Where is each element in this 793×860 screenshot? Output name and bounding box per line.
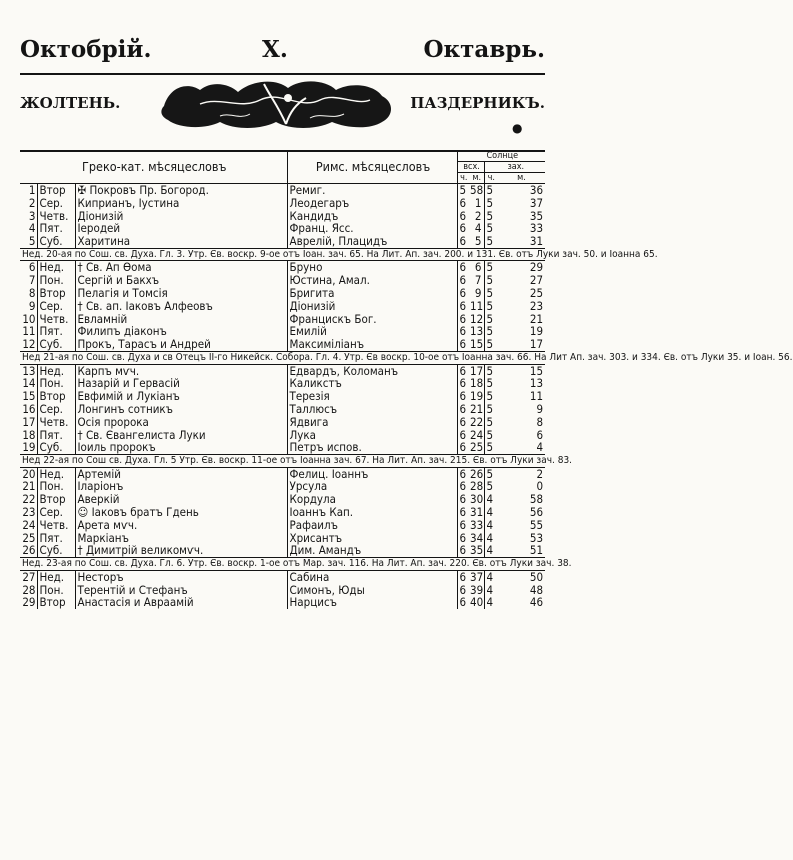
sunset-hour: 5 xyxy=(486,389,494,404)
sunrise-hour: 6 xyxy=(459,505,467,520)
sunrise-hour: 6 xyxy=(459,530,467,545)
sunrise-hour: 6 xyxy=(459,440,467,455)
roman-saint: Ремиг. xyxy=(287,184,457,197)
roman-saint: Лука xyxy=(287,429,457,442)
day-number: 25 xyxy=(22,530,36,545)
sunrise-minute: 30 xyxy=(470,492,484,507)
greek-saint: Терентій и Стефанъ xyxy=(75,584,287,597)
day-number: 8 xyxy=(28,286,36,301)
roman-saint: Фелиц. Іоаннъ xyxy=(287,467,457,480)
roman-saint: Аврелій, Плацидъ xyxy=(287,235,457,248)
month-name-left: ЖОЛТЕНЬ. xyxy=(20,94,121,112)
sunrise-hour: 6 xyxy=(459,311,467,326)
day-row xyxy=(20,506,545,519)
weekday: Сер. xyxy=(37,300,75,313)
header-sun: Солнце xyxy=(457,151,545,162)
greek-saint: Назарій и Гервасій xyxy=(75,377,287,390)
sunrise-minute: 13 xyxy=(470,324,484,339)
day-row xyxy=(20,467,545,480)
roman-saint: Іоаннъ Кап. xyxy=(287,506,457,519)
roman-saint: Урсула xyxy=(287,480,457,493)
day-number: 12 xyxy=(22,337,36,352)
weekday: Суб. xyxy=(37,235,75,248)
sunrise-hour: 5 xyxy=(457,184,468,197)
header-hours: ч. xyxy=(487,173,495,183)
roman-saint: Петръ испов. xyxy=(287,441,457,454)
day-number: 7 xyxy=(28,273,36,288)
weekday: Суб. xyxy=(37,544,75,557)
sunset-hour: 4 xyxy=(486,492,494,507)
sunset-minute: 35 xyxy=(529,208,544,223)
sunrise-hour: 6 xyxy=(459,234,467,249)
sunset-hour: 5 xyxy=(486,195,494,210)
sunset-hour: 5 xyxy=(486,208,494,223)
sunset-hour: 5 xyxy=(486,440,494,455)
roman-saint: Едвардъ, Коломанъ xyxy=(287,364,457,377)
weekday: Втор xyxy=(37,287,75,300)
greek-saint: † Св. Ап Ѳома xyxy=(75,261,287,274)
weekday: Пят. xyxy=(37,325,75,338)
weekday: Пон. xyxy=(37,274,75,287)
sunrise-minute: 21 xyxy=(470,401,484,416)
sunset-hour: 5 xyxy=(484,261,496,274)
sunset-hour: 5 xyxy=(486,221,494,236)
greek-saint: Артемій xyxy=(75,467,287,480)
sunrise-hour: 6 xyxy=(459,517,467,532)
day-row xyxy=(20,235,545,248)
sunrise-hour: 6 xyxy=(459,427,467,442)
sunset-minute: 58 xyxy=(529,492,544,507)
greek-saint: Лонгинъ сотникъ xyxy=(75,403,287,416)
sunrise-minute: 5 xyxy=(468,235,484,248)
sunday-reading-note xyxy=(20,558,545,571)
day-number: 16 xyxy=(22,401,36,416)
sunrise-hour: 6 xyxy=(459,337,467,352)
day-number: 29 xyxy=(22,595,36,610)
weekday: Нед. xyxy=(37,467,75,480)
sunset-hour: 4 xyxy=(486,543,494,558)
sunset-hour: 5 xyxy=(486,337,494,352)
sunset-minute: 31 xyxy=(529,234,544,249)
greek-saint: Іеродей xyxy=(75,222,287,235)
sunrise-minute: 12 xyxy=(470,311,484,326)
sunset-hour: 5 xyxy=(486,298,494,313)
sunrise-minute: 39 xyxy=(470,582,484,597)
sunset-minute: 27 xyxy=(529,273,544,288)
sunrise-minute: 9 xyxy=(468,287,484,300)
sunset-hour: 5 xyxy=(484,364,496,377)
sunrise-hour: 6 xyxy=(459,376,467,391)
sunrise-hour: 6 xyxy=(459,324,467,339)
day-row xyxy=(20,403,545,416)
day-number: 1 xyxy=(20,184,37,197)
day-row xyxy=(20,300,545,313)
sunrise-minute: 34 xyxy=(470,530,484,545)
roman-saint: Діонизій xyxy=(287,300,457,313)
greek-saint: Харитина xyxy=(75,235,287,248)
sunrise-minute: 19 xyxy=(470,389,484,404)
ornament-dot: ● xyxy=(512,121,523,135)
sunset-hour: 4 xyxy=(484,570,496,583)
sunrise-hour: 6 xyxy=(459,582,467,597)
day-row xyxy=(20,416,545,429)
sunrise-hour: 6 xyxy=(459,401,467,416)
sunset-hour: 5 xyxy=(486,479,494,494)
sunset-minute: 37 xyxy=(529,195,544,210)
sunrise-hour: 6 xyxy=(459,221,467,236)
sunset-minute: 17 xyxy=(529,337,544,352)
day-number: 15 xyxy=(22,389,36,404)
weekday: Втор xyxy=(37,596,75,609)
sunrise-hour: 6 xyxy=(459,595,467,610)
sunday-reading-text: Нед. 23-ая по Сош. св. Духа. Гл. 6. Утр. Єв. воскр. 1-ое отъ Мар. зач. 116. На Лит. Ап. зач. 220. Єв. отъ Луки зач. 38. xyxy=(22,558,572,570)
sunrise-minute: 24 xyxy=(470,427,484,442)
weekday: Сер. xyxy=(37,197,75,210)
sunset-minute: 15 xyxy=(496,364,545,377)
sunrise-minute: 33 xyxy=(470,517,484,532)
greek-saint: Евламній xyxy=(75,313,287,326)
greek-saint: † Димитрій великомѵч. xyxy=(75,544,287,557)
greek-saint: Діонизій xyxy=(75,210,287,223)
header-minutes: м. xyxy=(468,173,484,184)
sunrise-minute: 17 xyxy=(470,363,484,378)
roman-saint: Франц. Ясс. xyxy=(287,222,457,235)
sunset-minute: 2 xyxy=(496,467,545,480)
roman-saint: Таллюсъ xyxy=(287,403,457,416)
roman-saint: Юстина, Амал. xyxy=(287,274,457,287)
calendar-table xyxy=(20,151,793,610)
sunday-reading-note xyxy=(20,352,545,365)
day-number: 28 xyxy=(22,582,36,597)
day-number: 9 xyxy=(28,298,36,313)
greek-saint: † Св. Євангелиста Луки xyxy=(75,429,287,442)
sunday-reading-note xyxy=(20,455,545,468)
day-number: 11 xyxy=(22,324,36,339)
header-sunrise: всх. xyxy=(457,162,484,173)
greek-saint: ☺ Іаковъ братъ Гдень xyxy=(75,506,287,519)
sunrise-minute: 22 xyxy=(470,414,484,429)
sunset-minute: 19 xyxy=(529,324,544,339)
day-number: 22 xyxy=(22,492,36,507)
sunrise-minute: 11 xyxy=(470,298,484,313)
day-row xyxy=(20,364,545,377)
sunset-minute: 8 xyxy=(536,414,544,429)
weekday: Пон. xyxy=(37,584,75,597)
sunrise-hour: 6 xyxy=(459,298,467,313)
month-number: X. xyxy=(262,36,288,63)
sunrise-hour: 6 xyxy=(457,570,468,583)
day-row xyxy=(20,197,545,210)
weekday: Нед. xyxy=(37,261,75,274)
weekday: Четв. xyxy=(37,519,75,532)
sunrise-minute: 4 xyxy=(468,222,484,235)
greek-saint: Прокъ, Тарасъ и Андрей xyxy=(75,338,287,351)
sunday-reading-text: Нед 22-ая по Сош св. Духа. Гл. 5 Утр. Єв. воскр. 11-ое отъ Іоанна зач. 67. На Лит. Ап. зач. 215. Єв. отъ Луки зач. 83. xyxy=(22,455,573,467)
weekday: Втор xyxy=(37,390,75,403)
month-title-roman: Октаврь. xyxy=(423,36,545,63)
sunset-minute: 9 xyxy=(536,401,544,416)
day-row xyxy=(20,184,545,197)
roman-saint: Бригита xyxy=(287,287,457,300)
sunset-hour: 4 xyxy=(486,505,494,520)
sunrise-minute: 15 xyxy=(470,337,484,352)
roman-saint: Емилій xyxy=(287,325,457,338)
greek-saint: ✠ Покровъ Пр. Богород. xyxy=(75,184,287,197)
day-number: 26 xyxy=(22,543,36,558)
roman-saint: Кандидъ xyxy=(287,210,457,223)
sunset-minute: 4 xyxy=(536,440,544,455)
sunset-minute: 48 xyxy=(529,582,544,597)
sunset-minute: 23 xyxy=(529,298,544,313)
greek-saint: Іларіонъ xyxy=(75,480,287,493)
roman-saint: Кордула xyxy=(287,493,457,506)
day-number: 3 xyxy=(28,208,36,223)
sunset-minute: 0 xyxy=(536,479,544,494)
roman-saint: Максиміліанъ xyxy=(287,338,457,351)
sunrise-hour: 6 xyxy=(459,273,467,288)
greek-saint: Карпъ мѵч. xyxy=(75,364,287,377)
sunset-minute: 50 xyxy=(496,570,545,583)
sunrise-minute: 18 xyxy=(470,376,484,391)
day-row xyxy=(20,570,545,583)
sunset-minute: 55 xyxy=(529,517,544,532)
sunset-minute: 21 xyxy=(529,311,544,326)
roman-saint: Ядвига xyxy=(287,416,457,429)
sunset-hour: 5 xyxy=(486,427,494,442)
sunday-reading-text: Нед. 20-ая по Сош. св. Духа. Гл. 3. Утр. Єв. воскр. 9-ое отъ Іоан. зач. 65. На Лит. Ап. зач. 200. и 131. Єв. отъ Луки зач. 50. и Іоанна 65. xyxy=(22,248,658,260)
roman-saint: Бруно xyxy=(287,261,457,274)
sunset-hour: 5 xyxy=(486,401,494,416)
day-row xyxy=(20,544,545,557)
weekday: Пят. xyxy=(37,222,75,235)
header-greek-calendar: Греко-кат. мѣсяцесловъ xyxy=(20,151,287,184)
day-number: 24 xyxy=(22,517,36,532)
sunrise-minute: 58 xyxy=(470,183,484,197)
sunrise-minute: 25 xyxy=(470,440,484,455)
sunset-minute: 33 xyxy=(529,221,544,236)
sunrise-minute: 26 xyxy=(470,466,484,481)
greek-saint: Евфимій и Лукіанъ xyxy=(75,390,287,403)
month-title-greek: Октобрій. xyxy=(20,36,152,63)
roman-saint: Дим. Амандъ xyxy=(287,544,457,557)
sunset-hour: 5 xyxy=(486,414,494,429)
day-number: 4 xyxy=(28,221,36,236)
weekday: Пон. xyxy=(37,377,75,390)
weekday: Суб. xyxy=(37,441,75,454)
day-number: 5 xyxy=(28,234,36,249)
sunset-hour: 4 xyxy=(486,517,494,532)
sunrise-hour: 6 xyxy=(457,261,468,274)
sunrise-minute: 28 xyxy=(470,479,484,494)
roman-saint: Сабина xyxy=(287,570,457,583)
sunrise-hour: 6 xyxy=(459,195,467,210)
weekday: Втор xyxy=(37,184,75,197)
weekday: Пон. xyxy=(37,480,75,493)
sunrise-minute: 31 xyxy=(470,505,484,520)
weekday: Втор xyxy=(37,493,75,506)
sunrise-hour: 6 xyxy=(459,389,467,404)
day-number: 20 xyxy=(20,467,37,480)
sunrise-hour: 6 xyxy=(457,467,468,480)
weekday: Нед. xyxy=(37,364,75,377)
day-number: 18 xyxy=(22,427,36,442)
header-minutes: м. xyxy=(517,173,526,183)
weekday: Четв. xyxy=(37,416,75,429)
sunrise-hour: 6 xyxy=(459,479,467,494)
greek-saint: Несторъ xyxy=(75,570,287,583)
sunset-minute: 13 xyxy=(529,376,544,391)
day-row xyxy=(20,261,545,274)
day-number: 27 xyxy=(20,570,37,583)
sunday-reading-text: Нед 21-ая по Сош. св. Духа и св Отецъ II-го Никейск. Собора. Гл. 4. Утр. Єв воскр. 10-ое отъ Іоанна зач. 66. На Лит Ап. зач. 303. и 334. Єв. отъ Луки 35. и Іоан. 56. xyxy=(22,352,793,364)
roman-saint: Терезія xyxy=(287,390,457,403)
sunset-minute: 29 xyxy=(496,261,545,274)
roman-saint: Рафаилъ xyxy=(287,519,457,532)
sunset-hour: 5 xyxy=(484,467,496,480)
header-hours: ч. xyxy=(460,173,468,183)
sunrise-minute: 2 xyxy=(468,210,484,223)
greek-saint: † Св. ап. Іаковъ Алфеовъ xyxy=(75,300,287,313)
sunrise-hour: 6 xyxy=(457,364,468,377)
greek-saint: Филипъ діаконъ xyxy=(75,325,287,338)
weekday: Четв. xyxy=(37,313,75,326)
sunrise-hour: 6 xyxy=(459,492,467,507)
greek-saint: Сергій и Бакхъ xyxy=(75,274,287,287)
sunset-minute: 56 xyxy=(529,505,544,520)
day-row xyxy=(20,519,545,532)
weekday: Суб. xyxy=(37,338,75,351)
day-number: 13 xyxy=(20,364,37,377)
greek-saint: Аверкій xyxy=(75,493,287,506)
day-row xyxy=(20,441,545,454)
sunset-hour: 5 xyxy=(486,324,494,339)
sunset-minute: 11 xyxy=(529,389,544,404)
ornament-vignette xyxy=(160,76,397,132)
sunrise-hour: 6 xyxy=(459,543,467,558)
day-number: 2 xyxy=(28,195,36,210)
day-number: 10 xyxy=(22,311,36,326)
sunset-minute: 46 xyxy=(529,595,544,610)
roman-saint: Нарцисъ xyxy=(287,596,457,609)
sunset-hour: 5 xyxy=(486,376,494,391)
sunset-hour: 5 xyxy=(486,286,494,301)
weekday: Пят. xyxy=(37,429,75,442)
header-sunset: зах. xyxy=(484,162,545,173)
roman-saint: Хрисантъ xyxy=(287,532,457,545)
sunrise-minute: 37 xyxy=(470,569,484,584)
greek-saint: Анастасія и Авраамій xyxy=(75,596,287,609)
weekday: Сер. xyxy=(37,403,75,416)
sunset-minute: 51 xyxy=(529,543,544,558)
sunrise-minute: 7 xyxy=(468,274,484,287)
sunrise-minute: 6 xyxy=(468,261,484,274)
day-number: 6 xyxy=(20,261,37,274)
greek-saint: Арета мѵч. xyxy=(75,519,287,532)
sunrise-hour: 6 xyxy=(459,286,467,301)
sunrise-minute: 35 xyxy=(470,543,484,558)
day-number: 21 xyxy=(22,479,36,494)
greek-saint: Іоиль пророкъ xyxy=(75,441,287,454)
sunrise-hour: 6 xyxy=(459,414,467,429)
sunset-minute: 53 xyxy=(529,530,544,545)
day-row xyxy=(20,338,545,351)
day-number: 14 xyxy=(22,376,36,391)
day-number: 23 xyxy=(22,505,36,520)
greek-saint: Осія пророка xyxy=(75,416,287,429)
day-number: 19 xyxy=(22,440,36,455)
roman-saint: Симонъ, Юды xyxy=(287,584,457,597)
greek-saint: Маркіанъ xyxy=(75,532,287,545)
weekday: Нед. xyxy=(37,570,75,583)
greek-saint: Киприанъ, Іустина xyxy=(75,197,287,210)
roman-saint: Каликстъ xyxy=(287,377,457,390)
sunset-minute: 36 xyxy=(496,184,545,197)
greek-saint: Пелагія и Томсія xyxy=(75,287,287,300)
roman-saint: Францискъ Бог. xyxy=(287,313,457,326)
day-row xyxy=(20,287,545,300)
weekday: Четв. xyxy=(37,210,75,223)
header-rule xyxy=(20,73,545,75)
day-row xyxy=(20,596,545,609)
sunset-hour: 5 xyxy=(486,311,494,326)
sunset-hour: 4 xyxy=(486,582,494,597)
sunset-hour: 5 xyxy=(486,234,494,249)
sunset-hour: 4 xyxy=(486,530,494,545)
sunset-hour: 4 xyxy=(486,595,494,610)
weekday: Пят. xyxy=(37,532,75,545)
day-number: 17 xyxy=(22,414,36,429)
sunrise-minute: 40 xyxy=(470,595,484,610)
sunset-hour: 5 xyxy=(486,273,494,288)
roman-saint: Леодегаръ xyxy=(287,197,457,210)
sunset-hour: 5 xyxy=(484,184,496,197)
header-roman-calendar: Римс. мѣсяцесловъ xyxy=(287,151,457,184)
sunset-minute: 6 xyxy=(536,427,544,442)
sunset-minute: 25 xyxy=(529,286,544,301)
weekday: Сер. xyxy=(37,506,75,519)
sunrise-hour: 6 xyxy=(459,208,467,223)
sunday-reading-note xyxy=(20,248,545,261)
month-name-right: ПАЗДЕРНИКЪ. xyxy=(410,94,545,112)
sunrise-minute: 1 xyxy=(468,197,484,210)
